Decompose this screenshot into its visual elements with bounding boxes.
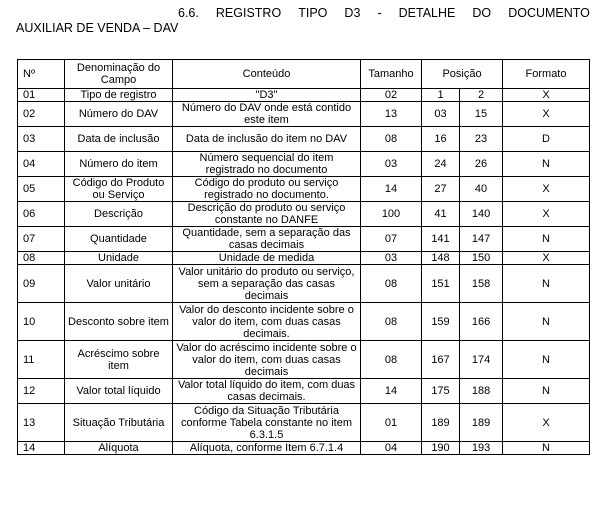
field-format: X <box>503 177 590 202</box>
heading-word: D3 <box>344 6 361 20</box>
position-end: 193 <box>460 442 503 455</box>
table-row <box>18 127 590 152</box>
table-row <box>18 89 590 102</box>
field-format: X <box>503 202 590 227</box>
row-number: 10 <box>18 303 65 341</box>
field-format: X <box>503 404 590 442</box>
field-name: Alíquota <box>65 442 173 455</box>
heading-word: 6.6. <box>178 6 199 20</box>
position-end: 15 <box>460 102 503 127</box>
position-start: 148 <box>422 252 460 265</box>
position-start: 24 <box>422 152 460 177</box>
field-content: Descrição do produto ou serviço constante no DANFE <box>173 202 361 227</box>
field-size: 08 <box>361 303 422 341</box>
field-content: Valor do acréscimo incidente sobre o valor do item, com duas casas decimais <box>173 341 361 379</box>
column-header: Nº <box>18 60 65 89</box>
field-content: Código do produto ou serviço registrado no documento. <box>173 177 361 202</box>
position-end: 26 <box>460 152 503 177</box>
table-body <box>18 89 590 455</box>
field-format: D <box>503 127 590 152</box>
heading-word: DOCUMENTO <box>508 6 590 20</box>
table-row <box>18 442 590 455</box>
table-row <box>18 404 590 442</box>
row-number: 08 <box>18 252 65 265</box>
field-format: N <box>503 227 590 252</box>
field-format: N <box>503 341 590 379</box>
table-header-row <box>18 60 590 89</box>
table-row <box>18 202 590 227</box>
field-size: 14 <box>361 379 422 404</box>
field-size: 08 <box>361 127 422 152</box>
position-end: 40 <box>460 177 503 202</box>
position-start: 16 <box>422 127 460 152</box>
field-content: Unidade de medida <box>173 252 361 265</box>
field-size: 14 <box>361 177 422 202</box>
row-number: 01 <box>18 89 65 102</box>
field-format: N <box>503 265 590 303</box>
column-header: Formato <box>503 60 590 89</box>
position-end: 166 <box>460 303 503 341</box>
table-row <box>18 341 590 379</box>
field-content: Valor total líquido do item, com duas casas decimais. <box>173 379 361 404</box>
row-number: 13 <box>18 404 65 442</box>
table-row <box>18 227 590 252</box>
table-row <box>18 379 590 404</box>
row-number: 05 <box>18 177 65 202</box>
table-row <box>18 102 590 127</box>
column-header: Posição <box>422 60 503 89</box>
field-name: Acréscimo sobre item <box>65 341 173 379</box>
field-name: Valor unitário <box>65 265 173 303</box>
row-number: 09 <box>18 265 65 303</box>
position-end: 23 <box>460 127 503 152</box>
row-number: 04 <box>18 152 65 177</box>
field-format: N <box>503 303 590 341</box>
field-content: Número sequencial do item registrado no documento <box>173 152 361 177</box>
heading-word: TIPO <box>298 6 328 20</box>
heading-word: DO <box>472 6 492 20</box>
position-start: 167 <box>422 341 460 379</box>
position-end: 174 <box>460 341 503 379</box>
position-start: 151 <box>422 265 460 303</box>
field-name: Quantidade <box>65 227 173 252</box>
field-size: 08 <box>361 341 422 379</box>
row-number: 07 <box>18 227 65 252</box>
field-format: X <box>503 89 590 102</box>
field-size: 07 <box>361 227 422 252</box>
position-start: 41 <box>422 202 460 227</box>
field-format: X <box>503 102 590 127</box>
row-number: 11 <box>18 341 65 379</box>
record-table <box>17 59 590 455</box>
field-content: Valor unitário do produto ou serviço, sem a separação das casas decimais <box>173 265 361 303</box>
row-number: 12 <box>18 379 65 404</box>
field-content: Data de inclusão do item no DAV <box>173 127 361 152</box>
heading-word: - <box>377 6 382 20</box>
field-size: 03 <box>361 152 422 177</box>
position-end: 188 <box>460 379 503 404</box>
table-row <box>18 152 590 177</box>
field-content: Quantidade, sem a separação das casas decimais <box>173 227 361 252</box>
position-end: 2 <box>460 89 503 102</box>
field-content: "D3" <box>173 89 361 102</box>
field-content: Código da Situação Tributária conforme Tabela constante no item 6.3.1.5 <box>173 404 361 442</box>
position-end: 140 <box>460 202 503 227</box>
field-content: Valor do desconto incidente sobre o valor do item, com duas casas decimais. <box>173 303 361 341</box>
field-format: N <box>503 379 590 404</box>
heading-word: DETALHE <box>398 6 456 20</box>
table-row <box>18 252 590 265</box>
field-format: N <box>503 152 590 177</box>
position-start: 189 <box>422 404 460 442</box>
field-name: Código do Produto ou Serviço <box>65 177 173 202</box>
position-end: 158 <box>460 265 503 303</box>
position-start: 175 <box>422 379 460 404</box>
row-number: 03 <box>18 127 65 152</box>
field-name: Data de inclusão <box>65 127 173 152</box>
heading-line-2: AUXILIAR DE VENDA – DAV <box>16 21 179 35</box>
field-format: X <box>503 252 590 265</box>
row-number: 02 <box>18 102 65 127</box>
column-header: Tamanho <box>361 60 422 89</box>
field-size: 04 <box>361 442 422 455</box>
column-header: Denominação do Campo <box>65 60 173 89</box>
column-header: Conteúdo <box>173 60 361 89</box>
field-size: 08 <box>361 265 422 303</box>
field-name: Desconto sobre item <box>65 303 173 341</box>
field-size: 01 <box>361 404 422 442</box>
position-start: 1 <box>422 89 460 102</box>
field-name: Descrição <box>65 202 173 227</box>
field-name: Situação Tributária <box>65 404 173 442</box>
field-name: Valor total líquido <box>65 379 173 404</box>
heading-word: REGISTRO <box>215 6 282 20</box>
table-row <box>18 265 590 303</box>
position-start: 159 <box>422 303 460 341</box>
field-size: 100 <box>361 202 422 227</box>
section-heading <box>16 6 590 36</box>
field-size: 03 <box>361 252 422 265</box>
position-end: 150 <box>460 252 503 265</box>
field-size: 13 <box>361 102 422 127</box>
position-end: 189 <box>460 404 503 442</box>
position-start: 190 <box>422 442 460 455</box>
field-size: 02 <box>361 89 422 102</box>
field-name: Número do DAV <box>65 102 173 127</box>
field-name: Tipo de registro <box>65 89 173 102</box>
heading-line-1 <box>16 6 590 21</box>
position-end: 147 <box>460 227 503 252</box>
position-start: 03 <box>422 102 460 127</box>
field-content: Alíquota, conforme Item 6.7.1.4 <box>173 442 361 455</box>
row-number: 06 <box>18 202 65 227</box>
field-format: N <box>503 442 590 455</box>
field-name: Número do item <box>65 152 173 177</box>
table-row <box>18 303 590 341</box>
field-content: Número do DAV onde está contido este item <box>173 102 361 127</box>
field-name: Unidade <box>65 252 173 265</box>
row-number: 14 <box>18 442 65 455</box>
table-row <box>18 177 590 202</box>
position-start: 27 <box>422 177 460 202</box>
position-start: 141 <box>422 227 460 252</box>
